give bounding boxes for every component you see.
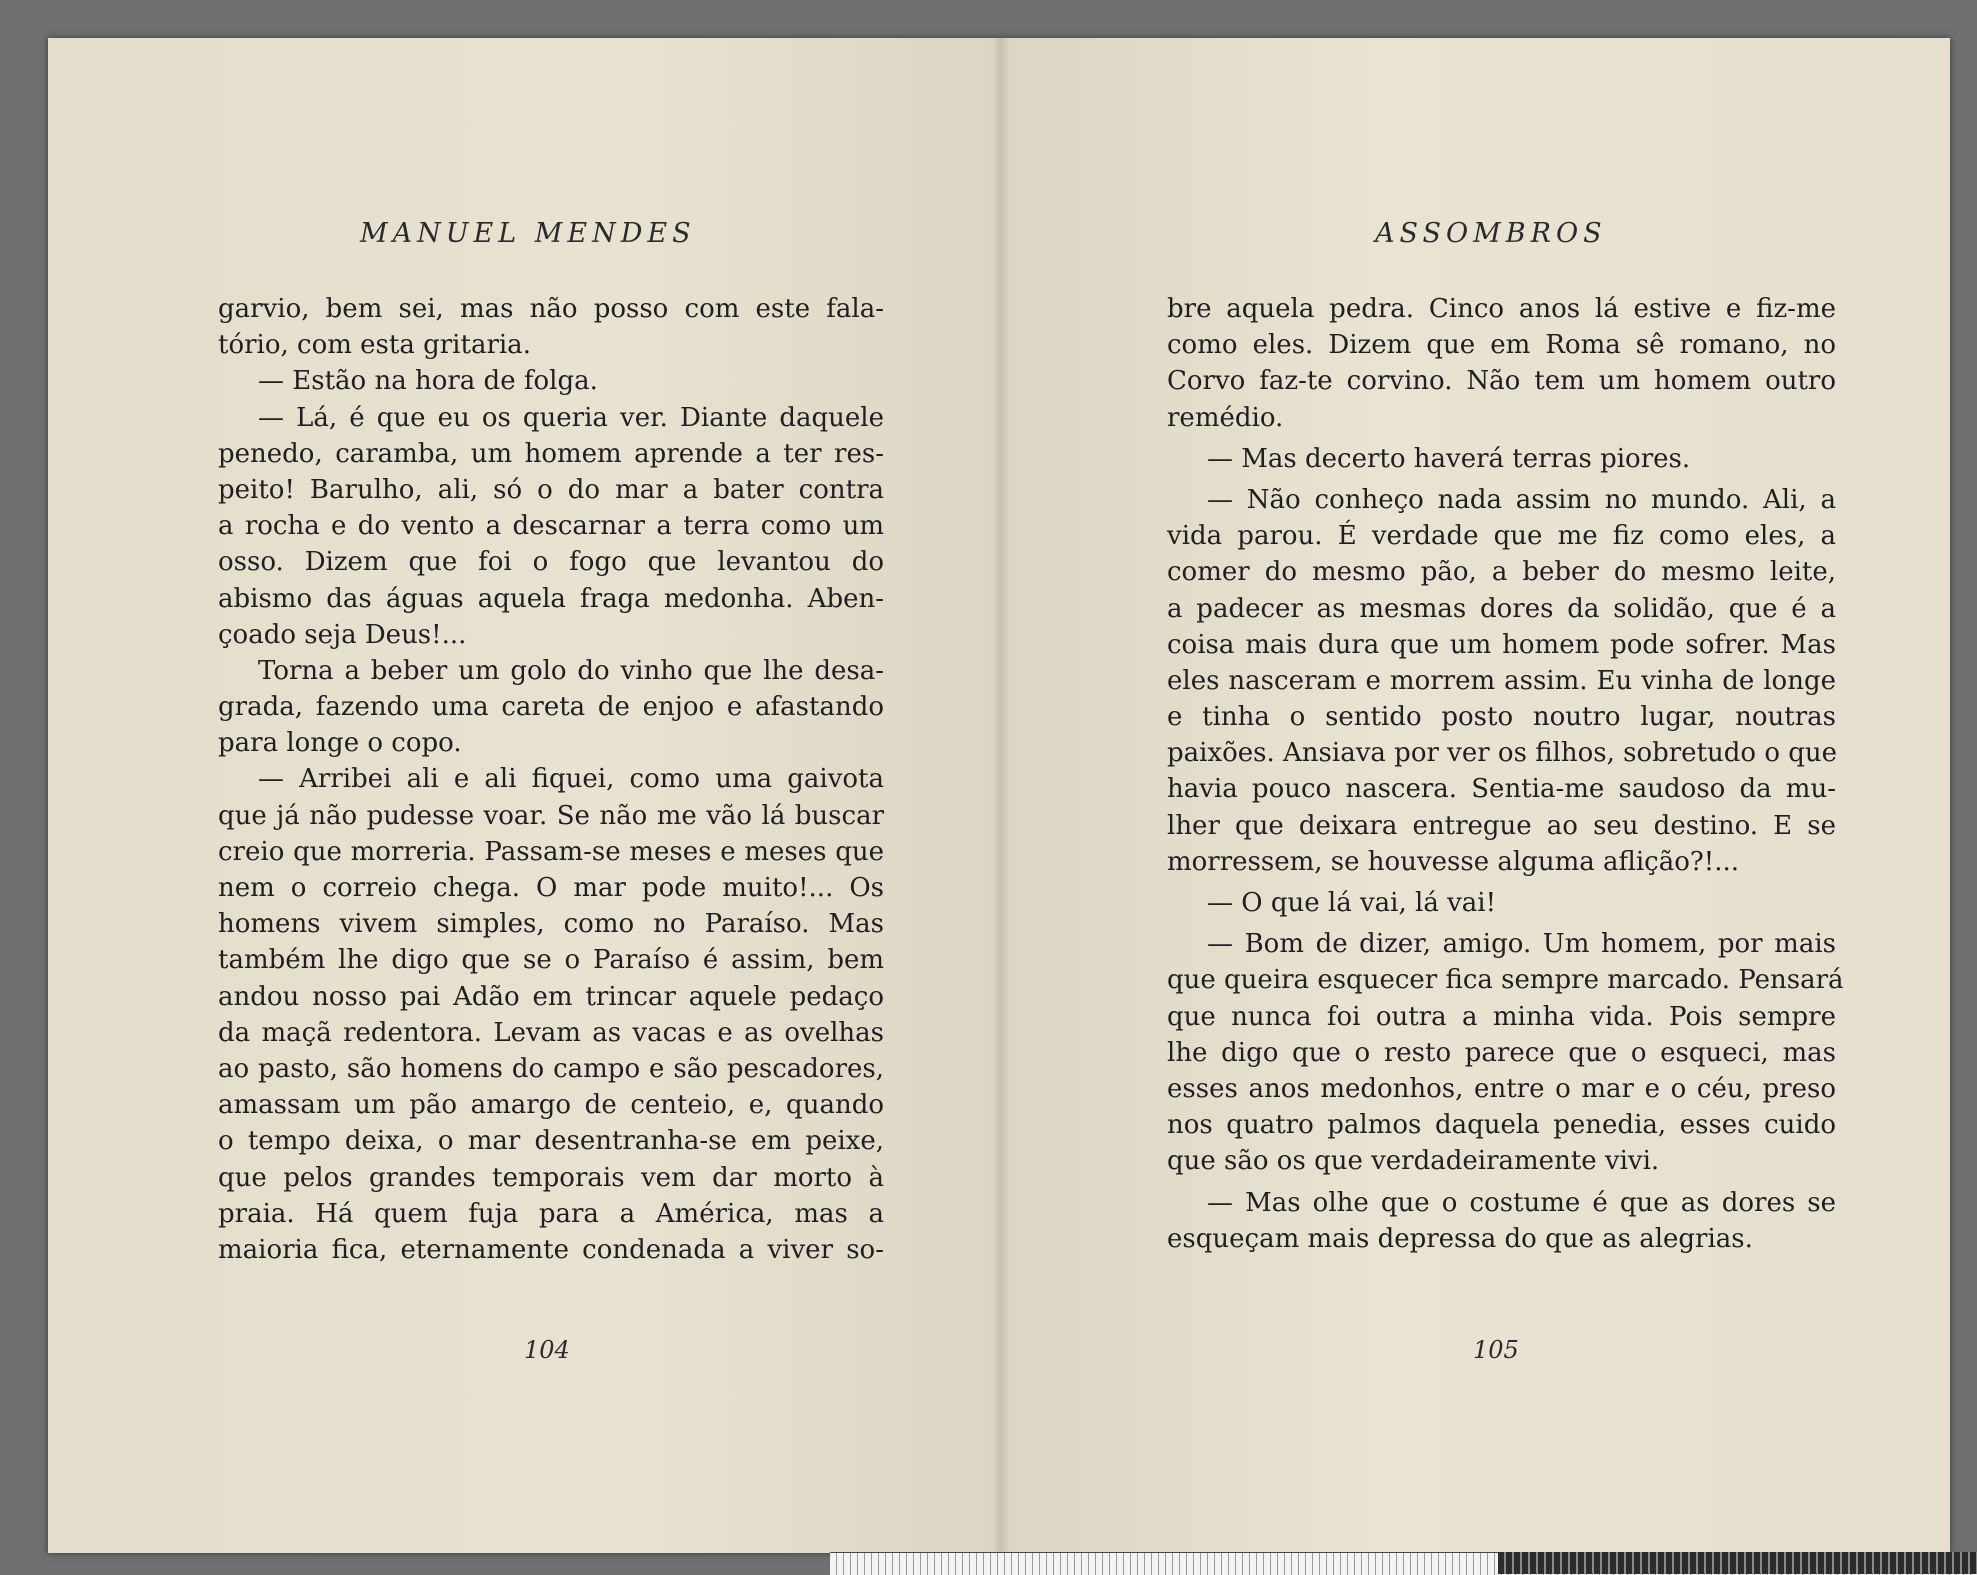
text-line: bre aquela pedra. Cinco anos lá estive e fiz-me: [1167, 294, 1836, 324]
text-line: remédio.: [1167, 402, 1284, 433]
text-line: — Mas olhe que o costume é que as dores se: [1207, 1187, 1836, 1218]
text-line: çoado seja Deus!...: [218, 619, 467, 650]
text-line: nem o correio chega. O mar pode muito!... Os: [218, 873, 884, 903]
text-line: a padecer as mesmas dores da solidão, que é a: [1167, 593, 1836, 624]
text-line: eles nasceram e morrem assim. Eu vinha de longe: [1167, 665, 1836, 696]
page-number-left: 104: [524, 1336, 570, 1364]
text-line: osso. Dizem que foi o fogo que levantou do: [218, 547, 884, 578]
text-line: morressem, se houvesse alguma aflição?!...: [1167, 846, 1740, 877]
book-spread: [48, 38, 1950, 1553]
text-line: Corvo faz-te corvino. Não tem um homem outro: [1167, 366, 1836, 397]
text-line: para longe o copo.: [218, 728, 462, 759]
scale-ruler-dark-segment: [1498, 1552, 1977, 1574]
left-page: [48, 38, 1001, 1553]
text-line: penedo, caramba, um homem aprende a ter res-: [218, 438, 884, 469]
text-line: garvio, bem sei, mas não posso com este fala-: [218, 294, 884, 324]
text-line: amassam um pão amargo de centeio, e, quando: [218, 1090, 884, 1121]
text-line: — Não conheço nada assim no mundo. Ali, a: [1207, 484, 1836, 515]
text-line: — Bom de dizer, amigo. Um homem, por mais: [1207, 929, 1836, 960]
text-line: o tempo deixa, o mar desentranha-se em peixe,: [218, 1126, 884, 1157]
running-head-title: ASSOMBROS: [1375, 218, 1607, 249]
text-line: lhe digo que o resto parece que o esqueci, mas: [1167, 1037, 1836, 1068]
text-line: da maçã redentora. Levam as vacas e as ovelhas: [218, 1017, 884, 1048]
text-line: ao pasto, são homens do campo e são pescadores,: [218, 1053, 884, 1084]
text-line: e tinha o sentido posto noutro lugar, noutras: [1167, 702, 1836, 733]
text-line: também lhe digo que se o Paraíso é assim, bem: [218, 945, 884, 976]
text-line: que já não pudesse voar. Se não me vão lá buscar: [218, 800, 884, 831]
text-line: tório, com esta gritaria.: [218, 330, 531, 361]
text-line: abismo das águas aquela fraga medonha. Aben-: [218, 583, 884, 614]
book-gutter: [992, 38, 1010, 1553]
right-page: [1001, 38, 1950, 1553]
text-line: — Arribei ali e ali fiquei, como uma gaivota: [258, 764, 884, 795]
text-line: — O que lá vai, lá vai!: [1207, 888, 1497, 918]
text-line: a rocha e do vento a descarnar a terra como um: [218, 511, 884, 542]
text-line: comer do mesmo pão, a beber do mesmo leite,: [1167, 557, 1836, 588]
text-line: que queira esquecer fica sempre marcado. Pensará: [1167, 965, 1844, 996]
text-line: lher que deixara entregue ao seu destino. E se: [1167, 810, 1836, 841]
text-line: — Mas decerto haverá terras piores.: [1207, 443, 1691, 474]
text-line: Torna a beber um golo do vinho que lhe desa-: [258, 655, 884, 686]
text-line: peito! Barulho, ali, só o do mar a bater contra: [218, 474, 884, 505]
page-number-right: 105: [1473, 1336, 1519, 1364]
text-line: maioria fica, eternamente condenada a viver so-: [218, 1234, 884, 1265]
text-line: andou nosso pai Adão em trincar aquele pedaço: [218, 981, 884, 1012]
left-page-text: [218, 291, 884, 1268]
text-line: esqueçam mais depressa do que as alegrias.: [1167, 1223, 1753, 1254]
right-page-text: [1167, 291, 1844, 1257]
text-line: homens vivem simples, como no Paraíso. Mas: [218, 909, 884, 940]
text-line: havia pouco nascera. Sentia-me saudoso da mu-: [1167, 774, 1836, 805]
text-line: como eles. Dizem que em Roma sê romano, no: [1167, 330, 1836, 361]
text-line: que pelos grandes temporais vem dar morto à: [218, 1162, 884, 1193]
running-head-author: MANUEL MENDES: [360, 218, 696, 249]
text-line: que são os que verdadeiramente vivi.: [1167, 1146, 1660, 1177]
text-line: nos quatro palmos daquela penedia, esses cuido: [1167, 1110, 1836, 1141]
text-line: creio que morreria. Passam-se meses e meses que: [218, 836, 884, 867]
text-line: coisa mais dura que um homem pode sofrer. Mas: [1167, 629, 1836, 660]
text-line: praia. Há quem fuja para a América, mas a: [218, 1198, 884, 1229]
text-line: — Lá, é que eu os queria ver. Diante daquele: [258, 402, 884, 433]
text-line: esses anos medonhos, entre o mar e o céu, preso: [1167, 1073, 1836, 1104]
text-line: vida parou. É verdade que me fiz como eles, a: [1167, 521, 1836, 552]
text-line: que nunca foi outra a minha vida. Pois sempre: [1167, 1001, 1836, 1032]
text-line: paixões. Ansiava por ver os filhos, sobretudo o que: [1167, 738, 1838, 769]
text-line: grada, fazendo uma careta de enjoo e afastando: [218, 692, 884, 723]
text-line: — Estão na hora de folga.: [258, 366, 598, 397]
